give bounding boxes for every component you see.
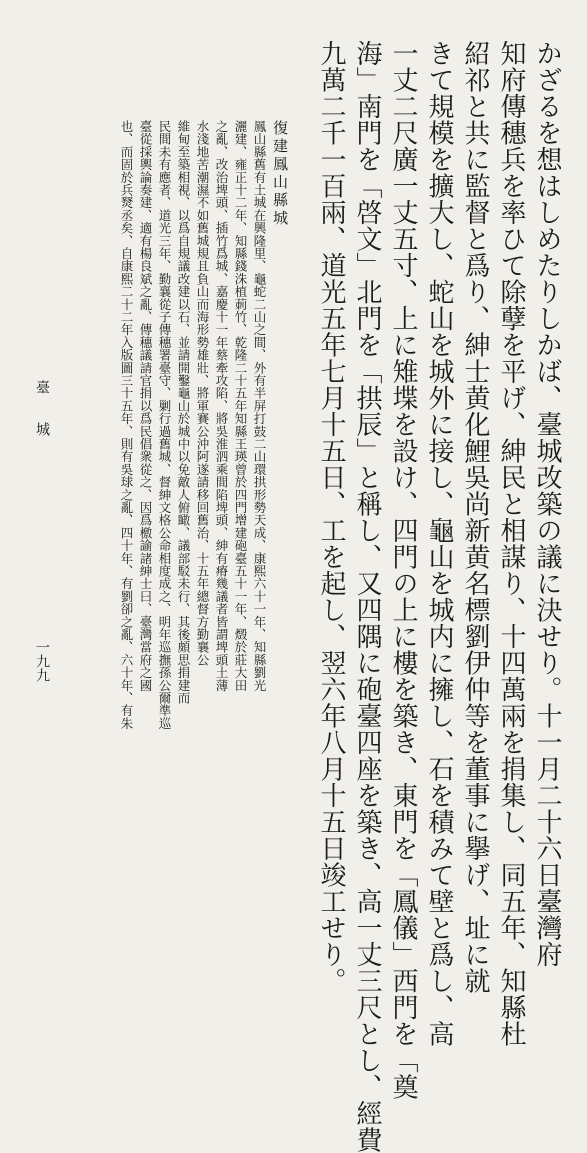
quote-text-column: 也、而固於兵燹丞矣、自康熙二十二年入版圖三十五年、則有吳球之亂、四十年、有劉卻之亂、六十年、有朱: [119, 120, 134, 730]
quote-text-column: 灑建、雍正十二年、知縣錢洙植莿竹、乾隆二十五年知縣王瑛曾於四門增建砲臺五十一年、燬於莊大田: [233, 120, 248, 692]
page-number: 一九九: [34, 640, 50, 682]
main-text-column: きて規模を擴大し、蛇山を城外に接し、龜山を城内に擁し、石を積みて壁と爲し、高: [424, 40, 454, 1047]
main-text-column: かざるを想はしめたりしかば、臺城改築の議に決せり。十一月二十六日臺灣府: [532, 40, 562, 968]
main-text-column: 海」南門を「啓文」北門を「拱辰」と稱し、又四隅に砲臺四座を築き、高一丈三尺とし、經費: [352, 40, 382, 1153]
running-title: 臺 城: [34, 380, 50, 436]
quote-text-column: 之亂、改治埤頭、插竹爲城、嘉慶十一年蔡牽攻陷、將吳淮泗乘間陷埤頭、紳有瘠幾議者皆謂埤頭土薄: [214, 120, 229, 692]
quote-text-column: 水淺地苦潮濕不如舊城規且負山而海形勢雄壯、將軍賽公沖阿遂請移回舊治、十五年總督方勤襄公: [195, 120, 210, 667]
main-text-column: 一丈二尺廣一丈五寸、上に雉堞を設け、四門の上に樓を築き、東門を「鳳儀」西門を「奠: [388, 40, 418, 1100]
main-text-column: 九萬二千一百兩、道光五年七月十五日、工を起し、翌六年八月十五日竣工せり。: [316, 40, 346, 994]
quote-text-column: 臺從採輿論奏建、適有楊良斌之亂、傳穗議請官捐以爲民倡衆從之、因爲檄諭諸紳士曰、臺灣當府之國: [138, 120, 153, 692]
quote-title: 復建鳳山縣城: [271, 120, 289, 228]
main-text-column: 紹祁と共に監督と爲り、紳士黄化鯉吳尚新黄名標劉伊仲等を董事に擧げ、址に就: [460, 40, 490, 994]
main-text-column: 知府傳穗兵を率ひて除孽を平げ、紳民と相謀り、十四萬兩を捐集し、同五年、知縣杜: [496, 40, 526, 1047]
quote-text-column: 民間未有應者、道光三年、勤襄從子傳穗署臺守、剿行過舊城、督紳文格公命相度成之、明年巡撫孫公爾準巡: [157, 120, 172, 730]
quote-text-column: 鳳山縣舊有土城在興隆里、龜蛇二山之間、外有半屏打鼓二山環拱形勢天成、康熙六十一年、知縣劉光: [252, 120, 267, 692]
quote-text-column: 維甸至築相視、以爲自規議改建以石、並請開鑿龜山於城中以免敵人俯瞰、議部駁未行、其後頗思捐建而: [176, 120, 191, 705]
